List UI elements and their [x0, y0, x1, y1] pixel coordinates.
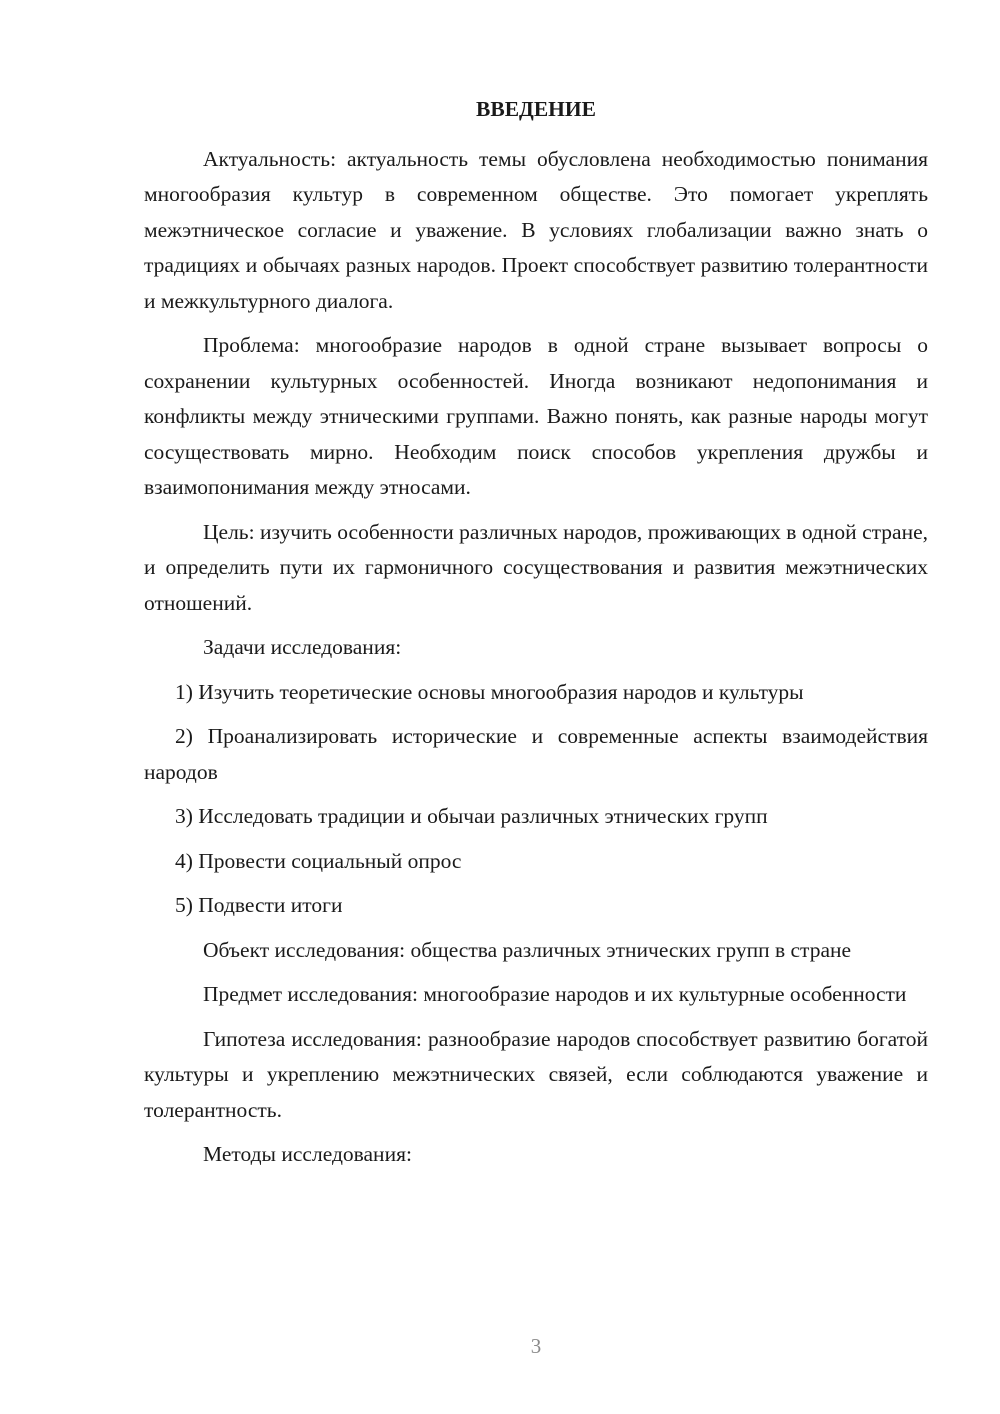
document-page	[144, 92, 928, 1182]
task-item: 2) Проанализировать исторические и современные аспекты взаимодействия народов	[144, 724, 928, 784]
paragraph-problem: Проблема: многообразие народов в одной стране вызывает вопросы о сохранении культурных особенностей. Иногда возникают недопонимания и конфликты между этническими группами. Важно понять, как разные народы могут сосуществовать мирно. Необходим поиск способов укрепления дружбы и взаимопонимания между этносами.	[144, 333, 928, 499]
paragraph-hypothesis: Гипотеза исследования: разнообразие народов способствует развитию богатой культуры и укреплению межэтнических связей, если соблюдаются уважение и толерантность.	[144, 1026, 928, 1122]
paragraph-methods-heading: Методы исследования:	[203, 1142, 412, 1166]
section-title: ВВЕДЕНИЕ	[476, 97, 596, 121]
task-item: 4) Провести социальный опрос	[175, 848, 462, 873]
paragraph-object: Объект исследования: общества различных этнических групп в стране	[203, 937, 852, 962]
task-item: 1) Изучить теоретические основы многообразия народов и культуры	[175, 679, 804, 704]
task-item: 5) Подвести итоги	[175, 893, 343, 917]
paragraph-tasks-heading: Задачи исследования:	[203, 635, 402, 659]
paragraph-relevance: Актуальность: актуальность темы обусловлена необходимостью понимания многообразия культур в современном обществе. Это помогает укреплять межэтническое согласие и уважение. В условиях глобализации важно знать о традициях и обычаях разных народов. Проект способствует развитию толерантности и межкультурного диалога.	[144, 146, 928, 313]
paragraph-subject: Предмет исследования: многообразие народов и их культурные особенности	[203, 982, 907, 1006]
task-item: 3) Исследовать традиции и обычаи различных этнических групп	[175, 804, 768, 828]
paragraph-goal: Цель: изучить особенности различных народов, проживающих в одной стране, и определить пути их гармоничного сосуществования и развития межэтнических отношений.	[144, 519, 928, 615]
page-number: 3	[530, 1334, 542, 1358]
